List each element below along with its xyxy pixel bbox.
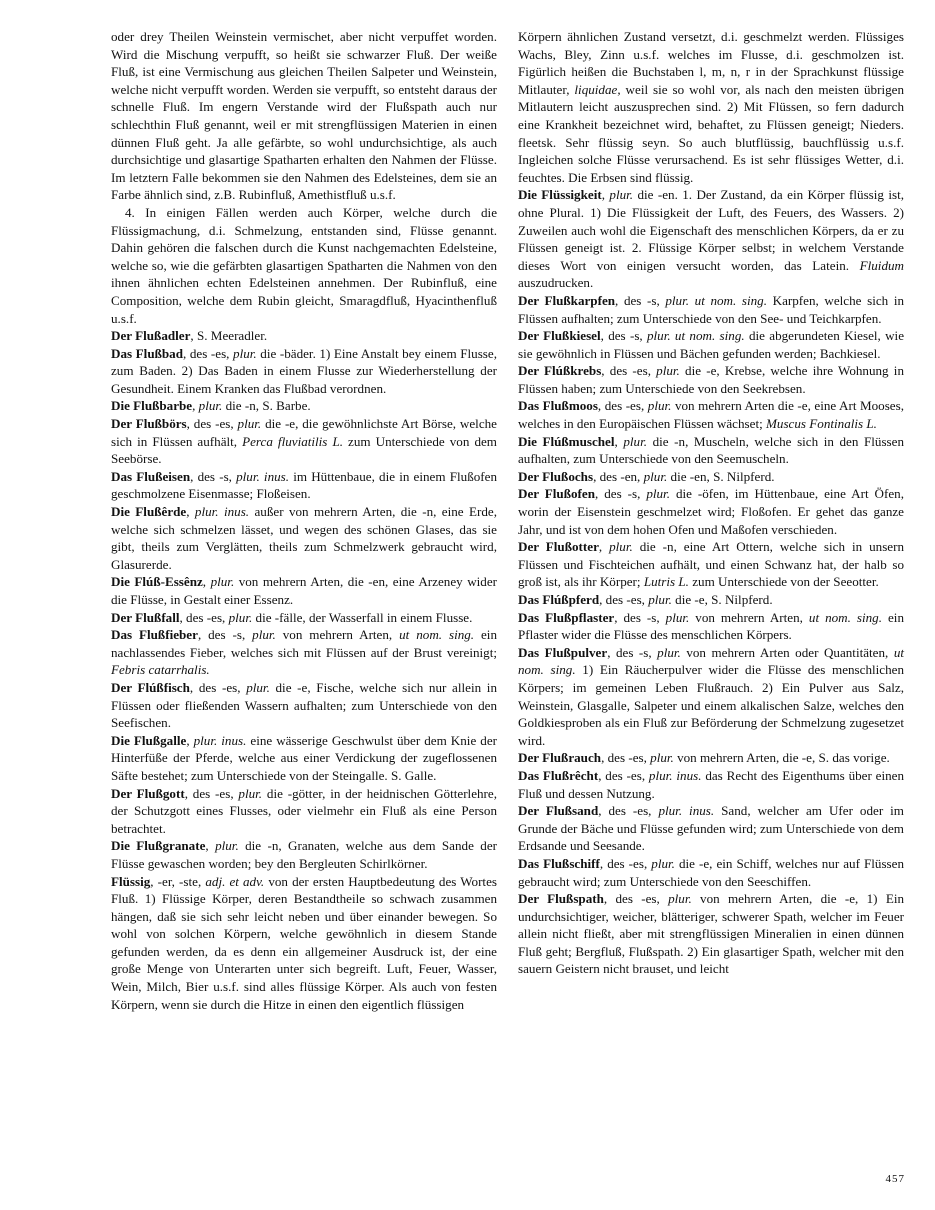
dictionary-entry (518, 802, 904, 855)
dictionary-entry (111, 785, 497, 838)
entry-text: , des -es, (179, 609, 229, 625)
entry-text: , (598, 539, 610, 555)
headword: Der Flúßkrebs (518, 363, 602, 379)
italic-text: ut nom. sing. (518, 644, 904, 678)
entry-text: , des -s, (600, 328, 647, 344)
entry-text: die abgerundeten Kiesel, wie sie gewöhnlich in Flüssen und Bächen gefunden werden; Bachkiesel. (518, 328, 905, 361)
dictionary-entry (518, 644, 904, 750)
dictionary-entry (518, 749, 904, 767)
entry-text: , (205, 838, 216, 854)
dictionary-entry (111, 397, 497, 415)
headword: Das Flußbad (111, 345, 183, 361)
dictionary-entry (111, 468, 497, 503)
italic-text: ut nom. sing. (808, 609, 882, 625)
dictionary-entry (518, 292, 904, 327)
italic-text: plur. inus. (648, 767, 702, 783)
italic-text: plur. (215, 838, 239, 854)
dictionary-entry (518, 855, 904, 890)
intro-paragraph: oder drey Theilen Weinstein vermischet, aber nicht verpuffet worden. Wird die Mischung verpufft, so heißt sie schwarzer Fluß. Der weiße Fluß, ist eine Vermischung aus gleichen Theilen Salpeter und Weinstein, welche nicht verpufft worden. Werden sie verpufft, so entsteht daraus der schnelle Fluß. Im engern Verstande wird der Flußspath auch nur schlechthin Fluß genannt, weil er mit strengflüssigen Materien in einen dünnen Fluß geht. Ja alle gefärbte, so wohl undurchsichtige, als auch durchsichtige und glasartige Spatharten erhalten den Nahmen der Flüsse. Im letztern Falle bekommen sie den Nahmen des Edelsteines, dem sie an Farbe ähnlich sind, z.B. Rubinfluß, Amethistfluß u.s.f. (111, 29, 497, 203)
italic-text: plur. (210, 574, 235, 590)
entry-text: Sand, welcher am Ufer oder im Grunde der Bäche und Flüsse gefunden wird; zum Unterschiede von dem Erdsande und Seesande. (518, 803, 904, 854)
entry-text: die -e, Krebse, welche ihre Wohnung in Flüssen haben; zum Unterschiede von den Seekrebsen. (518, 363, 904, 396)
entry-text: , des -s, (190, 468, 237, 484)
headword: Die Flußgranate (111, 838, 206, 854)
entry-text: Körpern ähnlichen Zustand versetzt, d.i. geschmelzt werden. Flüssiges Wachs, Bley, Zinn u.s.f. welches im Flusse, d.i. geschmolzen ist. Figürlich heißen die Buchstaben l, m, n, r in der Sprachkunst flüssige Mitlauter, (518, 29, 904, 97)
dictionary-entry (111, 626, 497, 679)
entry-text: von mehrern Arten, (275, 627, 400, 643)
entry-text: im Hüttenbaue, die in einem Flußofen geschmolzene Eisenmasse; Floßeisen. (111, 468, 498, 502)
italic-text: plur. (668, 891, 692, 907)
headword: Die Flußbarbe (111, 398, 193, 414)
entry-text: die -n, Muscheln, welche sich in den Flüssen aufhalten, zum Unterschiede von den Seemuscheln. (518, 433, 904, 467)
entry-text: , des -es, (599, 592, 649, 607)
entry-text: , des -s, (595, 486, 647, 502)
headword: Der Flußkarpfen (518, 292, 616, 308)
entry-text: die -n, S. Barbe. (222, 398, 311, 414)
entry-text: das Recht des Eigenthums über einen Fluß und dessen Nutzung. (518, 767, 905, 801)
italic-text: Muscus Fontinalis L. (766, 416, 877, 432)
entry-text: , des -es, (601, 363, 657, 379)
headword: Der Flußfall (111, 609, 180, 625)
page-number: 457 (885, 1173, 905, 1185)
italic-text: plur. (237, 416, 262, 432)
italic-text: Fluidum (859, 257, 904, 273)
entry-text: , des -es, (184, 785, 239, 801)
headword: Das Flußpulver (518, 644, 608, 660)
entry-text: auszudrucken. (518, 275, 594, 291)
entry-text: , (186, 504, 195, 520)
entry-text: von mehrern Arten die -e, eine Art Mooses, welches in den Europäischen Flüssen wächset; (518, 398, 904, 432)
entry-text: die -e, Fische, welche sich nur allein in Flüssen oder fließenden Wassern aufhalten; zum Unterschiede von den Seefischen. (111, 679, 497, 731)
headword: Die Flüssigkeit (518, 187, 602, 203)
entry-text: die -götter, in der heidnischen Götterlehre, der Schutzgott eines Flusses, oder vielmehr ein Fluß als eine Person betrachtet. (111, 785, 497, 836)
dictionary-entry (518, 397, 904, 432)
dictionary-entry (518, 538, 904, 591)
italic-text: plur. inus. (236, 468, 290, 484)
entry-text: , S. Meeradler. (190, 328, 268, 344)
entry-text: , des -es, (598, 767, 649, 783)
italic-text: plur. (650, 750, 674, 766)
headword: Der Flußgott (111, 785, 185, 801)
dictionary-entry (518, 186, 904, 292)
entry-text: die -bäder. 1) Eine Anstalt bey einem Flusse, zum Baden. 2) Das Baden in einem Flusse zur Wiederherstellung der Gesundheit. Einem Kranken das Flußbad verordnen. (111, 345, 497, 396)
headword: Flüssig (111, 873, 151, 889)
italic-text: plur. (643, 468, 668, 484)
dictionary-entry (111, 679, 497, 732)
italic-text: plur. (656, 363, 680, 379)
entry-text: , (601, 187, 610, 203)
entry-text: , des -es, (603, 891, 669, 907)
entry-text: Karpfen, welche sich in Flüssen aufhalten; zum Unterschiede von den See- und Teichkarpfen. (518, 292, 904, 326)
italic-text: adj. et adv. (205, 873, 265, 889)
headword: Das Flußfieber (111, 627, 198, 643)
entry-text: die -e, die gewöhnlichste Art Börse, welche sich in Flüssen aufhält, (111, 416, 497, 449)
dictionary-entry (111, 837, 497, 872)
entry-text: , des -es, (189, 679, 247, 695)
headword: Das Flußpflaster (518, 609, 615, 625)
entry-text: von mehrern Arten, die -e, 1) Ein undurchsichtiger, weicher, blätteriger, schwerer Spath, welcher im Feuer allein nicht fließt, aber mit strengflüssigen Mineralien in einen dünnen Fluß geht; Bergfluß, Flußspath. 2) Ein glasartiger Spath, welcher mit den sauern Geistern nicht brauset, und leicht (518, 891, 905, 977)
dictionary-entry (111, 609, 497, 627)
italic-text: plur. (657, 644, 681, 660)
dictionary-entry (111, 732, 497, 785)
entry-text: von der ersten Hauptbedeutung des Wortes Fluß. 1) Flüssige Körper, deren Bestandtheile so schwach zusammen hängen, daß sie sich sehr leicht neben und über einander bewegen. So wohl von solchen Körpern, welche gewöhnlich in diesem Stande gefunden werden, da es denn ein allgemeiner Ausdruck ist, der eine große Menge von Unterarten unter sich begreift. Luft, Feuer, Wasser, Wein, Milch, Bier u.s.f. sind alles flüssige Körper. Als auch von festen Körpern, wenn sie durch die Hitze in einen den eigentlich flüssigen (111, 873, 497, 1012)
headword: Das Flußrêcht (518, 767, 599, 783)
headword: Der Flußrauch (518, 750, 602, 766)
italic-text: plur. (238, 785, 263, 801)
dictionary-entry (111, 327, 497, 345)
entry-text: 1) Ein Räucherpulver wider die Flüsse des menschlichen Körpers; im gemeinen Leben Flußrauch. 2) Ein Pulver aus Salz, Weinstein, Glasgalle, Salpeter und einem alkalischen Salze, welches den Goldkiesproben als ein Fluß zur Beförderung der Schmelzung zugesetzet wird. (518, 662, 905, 748)
entry-text: , des -s, (197, 627, 253, 643)
italic-text: plur. (246, 679, 270, 695)
entry-text: ein Pflaster wider die Flüsse des menschlichen Körpers. (518, 609, 904, 643)
dictionary-entry (111, 503, 497, 573)
headword: Der Flußofen (518, 486, 595, 502)
left-column (111, 28, 497, 1013)
left-entry-list (111, 327, 497, 1013)
entry-text: von mehrern Arten, (689, 609, 809, 625)
headword: Die Flußêrde (111, 504, 187, 520)
italic-text: Febris catarrhalis. (111, 662, 210, 678)
entry-text: eine wässerige Geschwulst über dem Knie der Hinterfüße der Pferde, welche aus einer Verdickung der zugeflossenen Säfte bestehet; zum Unterschiede von der Steingalle. S. Galle. (111, 732, 497, 783)
entry-text: zum Unterschiede von der Seeotter. (688, 574, 879, 590)
entry-text: zum Unterschiede von dem Seebörse. (111, 433, 497, 467)
headword: Das Flußschiff (518, 855, 600, 871)
right-column (518, 28, 904, 978)
headword: Der Flußadler (111, 328, 191, 344)
italic-text: Perca fluviatilis L. (242, 433, 343, 449)
dictionary-entry (111, 415, 497, 468)
entry-text: die -en. 1. Der Zustand, da ein Körper flüssig ist, ohne Plural. 1) Die Flüssigkeit der Luft, des Feuers, des Wassers. 2) Zuweilen auch wohl die Eigenschaft des menschlichen Körpers, da er zu Flüssen geneigt ist. 2. Flüssige Körper selbst; in welchem Verstande dieses Wort von einigen versucht worden, das Latein. (518, 187, 904, 273)
continued-paragraph (518, 28, 904, 186)
entry-text: , des -es, (597, 398, 648, 414)
italic-text: plur. (609, 187, 634, 203)
dictionary-entry (518, 890, 904, 978)
dictionary-entry (111, 345, 497, 398)
entry-text: , (192, 398, 199, 414)
entry-text: , (614, 433, 624, 449)
italic-text: liquidae, (574, 81, 621, 97)
entry-text: ein nachlassendes Fieber, welches sich mit Flüssen auf der Brust vereinigt; (111, 627, 497, 660)
italic-text: plur. (233, 345, 257, 361)
italic-text: plur. (665, 609, 690, 625)
entry-text: , des -s, (615, 292, 666, 308)
entry-text: die -e, ein Schiff, welches nur auf Flüssen gebraucht wird; zum Unterschiede von den Seeschiffen. (518, 855, 905, 889)
dictionary-entry (111, 573, 497, 608)
entry-text: , -er, -ste, (150, 873, 206, 889)
right-entry-list (518, 186, 904, 978)
entry-text: von mehrern Arten oder Quantitäten, (680, 644, 894, 660)
entry-text: die -öfen, im Hüttenbaue, eine Art Öfen, worin der Eisenstein geschmelzet wird; Floßofen. Er gehet das ganze Jahr, und ist von dem hohen Ofen und Maßofen verschieden. (518, 486, 904, 537)
entry-text: , des -en, (593, 468, 644, 484)
dictionary-entry (518, 327, 904, 362)
dictionary-entry (518, 468, 904, 486)
italic-text: plur. inus. (194, 504, 250, 520)
headword: Der Flußkiesel (518, 328, 601, 344)
entry-text: , des -es, (183, 345, 234, 361)
entry-text: , (186, 732, 194, 748)
italic-text: plur. inus. (193, 732, 247, 748)
italic-text: ut nom. sing. (399, 627, 475, 643)
entry-text: , des -s, (607, 644, 658, 660)
entry-text: von mehrern Arten, die -en, eine Arzeney wider die Flüsse, in Gestalt einer Essenz. (111, 574, 498, 607)
italic-text: plur. (647, 398, 672, 414)
italic-text: plur. ut nom. sing. (665, 292, 767, 308)
entry-text: die -n, eine Art Ottern, welche sich in unsern Flüssen und Fischteichen aufhält, und einen Schwanz hat, der halb so groß ist, als ihr Körper; (518, 539, 905, 590)
dictionary-entry (518, 767, 904, 802)
headword: Der Flußotter (518, 539, 599, 555)
italic-text: plur. (198, 398, 223, 414)
dictionary-entry (518, 609, 904, 644)
italic-text: plur. (609, 539, 633, 555)
entry-text: von mehrern Arten, die -e, S. das vorige. (673, 750, 890, 766)
headword: Die Flußgalle (111, 732, 187, 748)
entry-text: , des -es, (601, 750, 651, 766)
dictionary-entry (518, 433, 904, 468)
intro-paragraph: 4. In einigen Fällen werden auch Körper, welche durch die Flüssigmachung, d.i. Schmelzung, entstanden sind, Flüsse genannt. Dahin gehören die falschen durch die Kunst nachgemachten Edelsteine, welche so, wie die gefärbten glasartigen Spatharten die Nahmen von den ihnen ähnlichen echten Edelsteinen annehmen. Der Rubinfluß, eine Composition, welche dem Rubin gleicht, Smaragdfluß, Hyacinthenfluß u.s.f. (111, 204, 497, 326)
entry-text: , des -es, (598, 803, 659, 819)
headword: Der Flußsand (518, 803, 599, 819)
entry-text: , des -es, (599, 855, 652, 871)
headword: Der Flußochs (518, 468, 594, 484)
italic-text: plur. (648, 592, 672, 607)
entry-text: , des -s, (614, 609, 666, 625)
headword: Der Flußspath (518, 891, 604, 907)
italic-text: plur. (646, 486, 670, 502)
entry-text: , (202, 574, 211, 590)
entry-text: weil sie so wohl vor, als nach den meisten übrigen Mitlautern leicht auszusprechen sind. 2) Mit Flüssen, so fern dadurch eine Krankheit bezeichnet wird, behaftet, zu Flüssen geneigt; Nieders. fleetsk. Sehr flüssig seyn. So auch blutflüssig, bauchflüssig u.s.f. Ingleichen solche Flüsse verursachend. Es ist sehr flüssiges Wetter, d.i. feuchtes. Die Erbsen sind flüssig. (518, 81, 905, 185)
entry-text: die -n, Granaten, welche aus dem Sande der Flüsse gewaschen worden; bey den Bergleuten Schirlkörner. (111, 838, 497, 871)
entry-text: die -en, S. Nilpferd. (667, 468, 775, 484)
dictionary-entry (518, 362, 904, 397)
headword: Die Flúßmuschel (518, 433, 615, 449)
italic-text: Lutris L. (643, 574, 689, 590)
italic-text: plur. inus. (658, 803, 715, 819)
entry-text: die -e, S. Nilpferd. (671, 592, 773, 607)
headword: Das Flußmoos (518, 398, 598, 414)
italic-text: plur. ut nom. sing. (646, 328, 745, 344)
headword: Das Flúßpferd (518, 592, 600, 607)
dictionary-entry (518, 485, 904, 538)
entry-text: die -fälle, der Wasserfall in einem Flusse. (252, 609, 473, 625)
headword: Der Flußbörs (111, 416, 187, 432)
italic-text: plur. (623, 433, 648, 449)
italic-text: plur. (228, 609, 253, 625)
headword: Das Flußeisen (111, 468, 191, 484)
headword: Der Flúßfisch (111, 679, 190, 695)
dictionary-entry (111, 873, 497, 1014)
dictionary-entry (518, 591, 904, 609)
entry-text: außer von mehrern Arten, die -n, eine Erde, welche sich schmelzen lässet, und wegen des schönen Glases, das sie gibt, theils zum Verglätten, theils zum Schmelzwerk gebraucht wird, Glasurerde. (111, 504, 497, 572)
entry-text: , des -es, (186, 416, 238, 432)
headword: Die Flúß-Essênz (111, 574, 203, 590)
italic-text: plur. (651, 855, 675, 871)
continued-text (518, 28, 904, 186)
italic-text: plur. (252, 627, 276, 643)
